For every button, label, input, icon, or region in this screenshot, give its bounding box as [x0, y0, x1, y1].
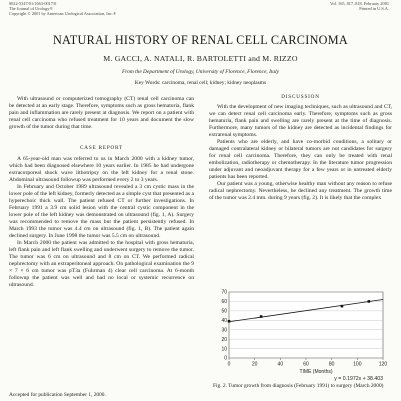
x-tick-label: 100: [353, 361, 362, 368]
abstract-text: With ultrasound or computerized tomography (CT) renal cell carcinoma can be detected at an early stage. Therefore, symptoms such as gross hematuria, flank pain and inflammation are rarely present at diagnosis. We report on a patient with renal cell carcinoma who refused treatment for 10 years and document the slow growth of the tumor during that time.: [9, 96, 194, 130]
x-tick-label: 40: [277, 361, 284, 368]
y-tick-label: 20: [221, 336, 227, 343]
plot-area: [229, 292, 383, 358]
y-tick-label: 10: [221, 346, 227, 353]
header-line: Printed in U.S.A.: [359, 6, 389, 12]
x-tick-label: 80: [328, 361, 335, 368]
journal-header-left: [9, 1, 116, 17]
paragraph: In March 2000 the patient was admitted to the hospital with gross hematuria, left flank pain and left flank swelling and underwent surgery to remove the tumor. The tumor was 6 cm on ultrasound and 8 cm on CT. We performed radical nephrectomy with an extraperitoneal approach. On pathological examination the 9 × 7 × 6 cm tumor was pT3a (Fuhrman 4) clear cell carcinoma. At 6-month followup the patient was well and had no local or systemic recurrence on ultrasound.: [9, 240, 194, 288]
data-point: [341, 305, 344, 308]
x-tick-label: 120: [378, 361, 388, 368]
paragraph: With the development of new imaging techniques, such as ultrasound and CT, we can detect renal cell carcinoma early. Therefore, symptoms such as gross hematuria, flank pain and swelling are rarely present at the time of diagnosis. Furthermore, many tumors of the kidney are detected as incidental findings for extrarenal symptoms.: [209, 104, 392, 138]
case-report-heading-block: [9, 145, 194, 152]
journal-header-right: [330, 1, 389, 11]
header-line: Copyright © 2001 by American Urological Association, Inc.®: [9, 11, 117, 17]
y-tick-label: 30: [221, 327, 227, 334]
y-tick-label: 50: [221, 308, 227, 315]
keywords: Key Words: carcinoma, renal cell; kidney; kidney neoplasms: [134, 80, 267, 86]
footnote: Accepted for publication September 1, 2000.: [9, 392, 106, 398]
data-point: [368, 300, 371, 303]
header-line: Vol. 165, 817–818, February 2001: [330, 1, 389, 6]
author-list: M. GACCI, A. NATALI, R. BARTOLETTI and M. RIZZO: [103, 54, 298, 63]
abstract: [9, 96, 194, 131]
section-heading-case-report: CASE REPORT: [80, 145, 123, 151]
discussion-heading-block: [209, 94, 392, 101]
x-tick-label: 60: [303, 361, 309, 368]
x-tick-label: 20: [251, 361, 258, 368]
discussion-body: [209, 104, 392, 202]
section-heading-discussion: DISCUSSION: [281, 94, 320, 100]
tumor-growth-chart: [213, 286, 391, 381]
paragraph: Patients who are elderly, and have co-morbid conditions, a solitary or damaged contralateral kidney or bilateral tumors are not candidates for surgery for renal cell carcinoma. Therefore, they can only be treated with renal embolization, radiotherapy or chemotherapy. In the literature tumor progression under adjuvant and neoadjuvant therapy for a few years or in untreated elderly patients has been reported.: [209, 139, 392, 180]
y-tick-label: 0: [224, 355, 227, 362]
y-tick-label: 70: [221, 289, 227, 296]
x-axis-label: TIME (Months): [299, 369, 333, 375]
header-line: The Journal of Urology®: [9, 6, 53, 12]
paragraph: A 65-year-old man was referred to us in March 2000 with a kidney tumor, which had been diagnosed elsewhere 10 years earlier. In 1985 he had undergone extracorporeal shock wave lithotripsy on the left kidney for a renal stone. Abdominal ultrasound followup was performed every 2 to 3 years.: [9, 156, 194, 183]
data-point: [228, 320, 231, 323]
y-tick-label: 60: [221, 299, 227, 306]
data-point: [260, 315, 263, 318]
figure-caption: Fig. 2. Tumor growth from diagnosis (February 1991) to surgery (March 2000): [213, 383, 384, 389]
paragraph: Our patient was a young, otherwise healthy man without any reason to refuse radical nephrectomy. Nevertheless, he declined any treatment. The growth time of the tumor was 2.4 mm. during 9 years (fig. 2). It is likely that the complex: [209, 181, 392, 201]
y-tick-label: 40: [221, 317, 227, 324]
paragraph: In February and October 1989 ultrasound revealed a 3 cm cystic mass in the lower pole of the left kidney, formerly detected as a simple cyst that presented as a hyperechoic thick wall. The patient refused CT or further investigations. In February 1991 a 3.9 cm solid lesion with the central cystic component in the lower pole of the left kidney was demonstrated on ultrasound (fig. 1, A). Surgery was recommended to remove the mass but the patient persistently refused. In March 1993 the tumor was 4.4 cm on ultrasound (fig. 1, B). The patient again declined surgery. In June 1998 the tumor was 5.5 cm on ultrasound.: [9, 184, 194, 239]
x-tick-label: 0: [227, 361, 231, 368]
case-report-body: [9, 156, 194, 289]
header-line: 0022-5347/01/1663-0017/0: [9, 1, 57, 6]
affiliation: From the Department of Urology, University of Florence, Florence, Italy: [122, 69, 279, 75]
article-title: NATURAL HISTORY OF RENAL CELL CARCINOMA: [52, 33, 349, 47]
trendline-equation: y = 0.1972x + 38.403: [334, 376, 383, 381]
